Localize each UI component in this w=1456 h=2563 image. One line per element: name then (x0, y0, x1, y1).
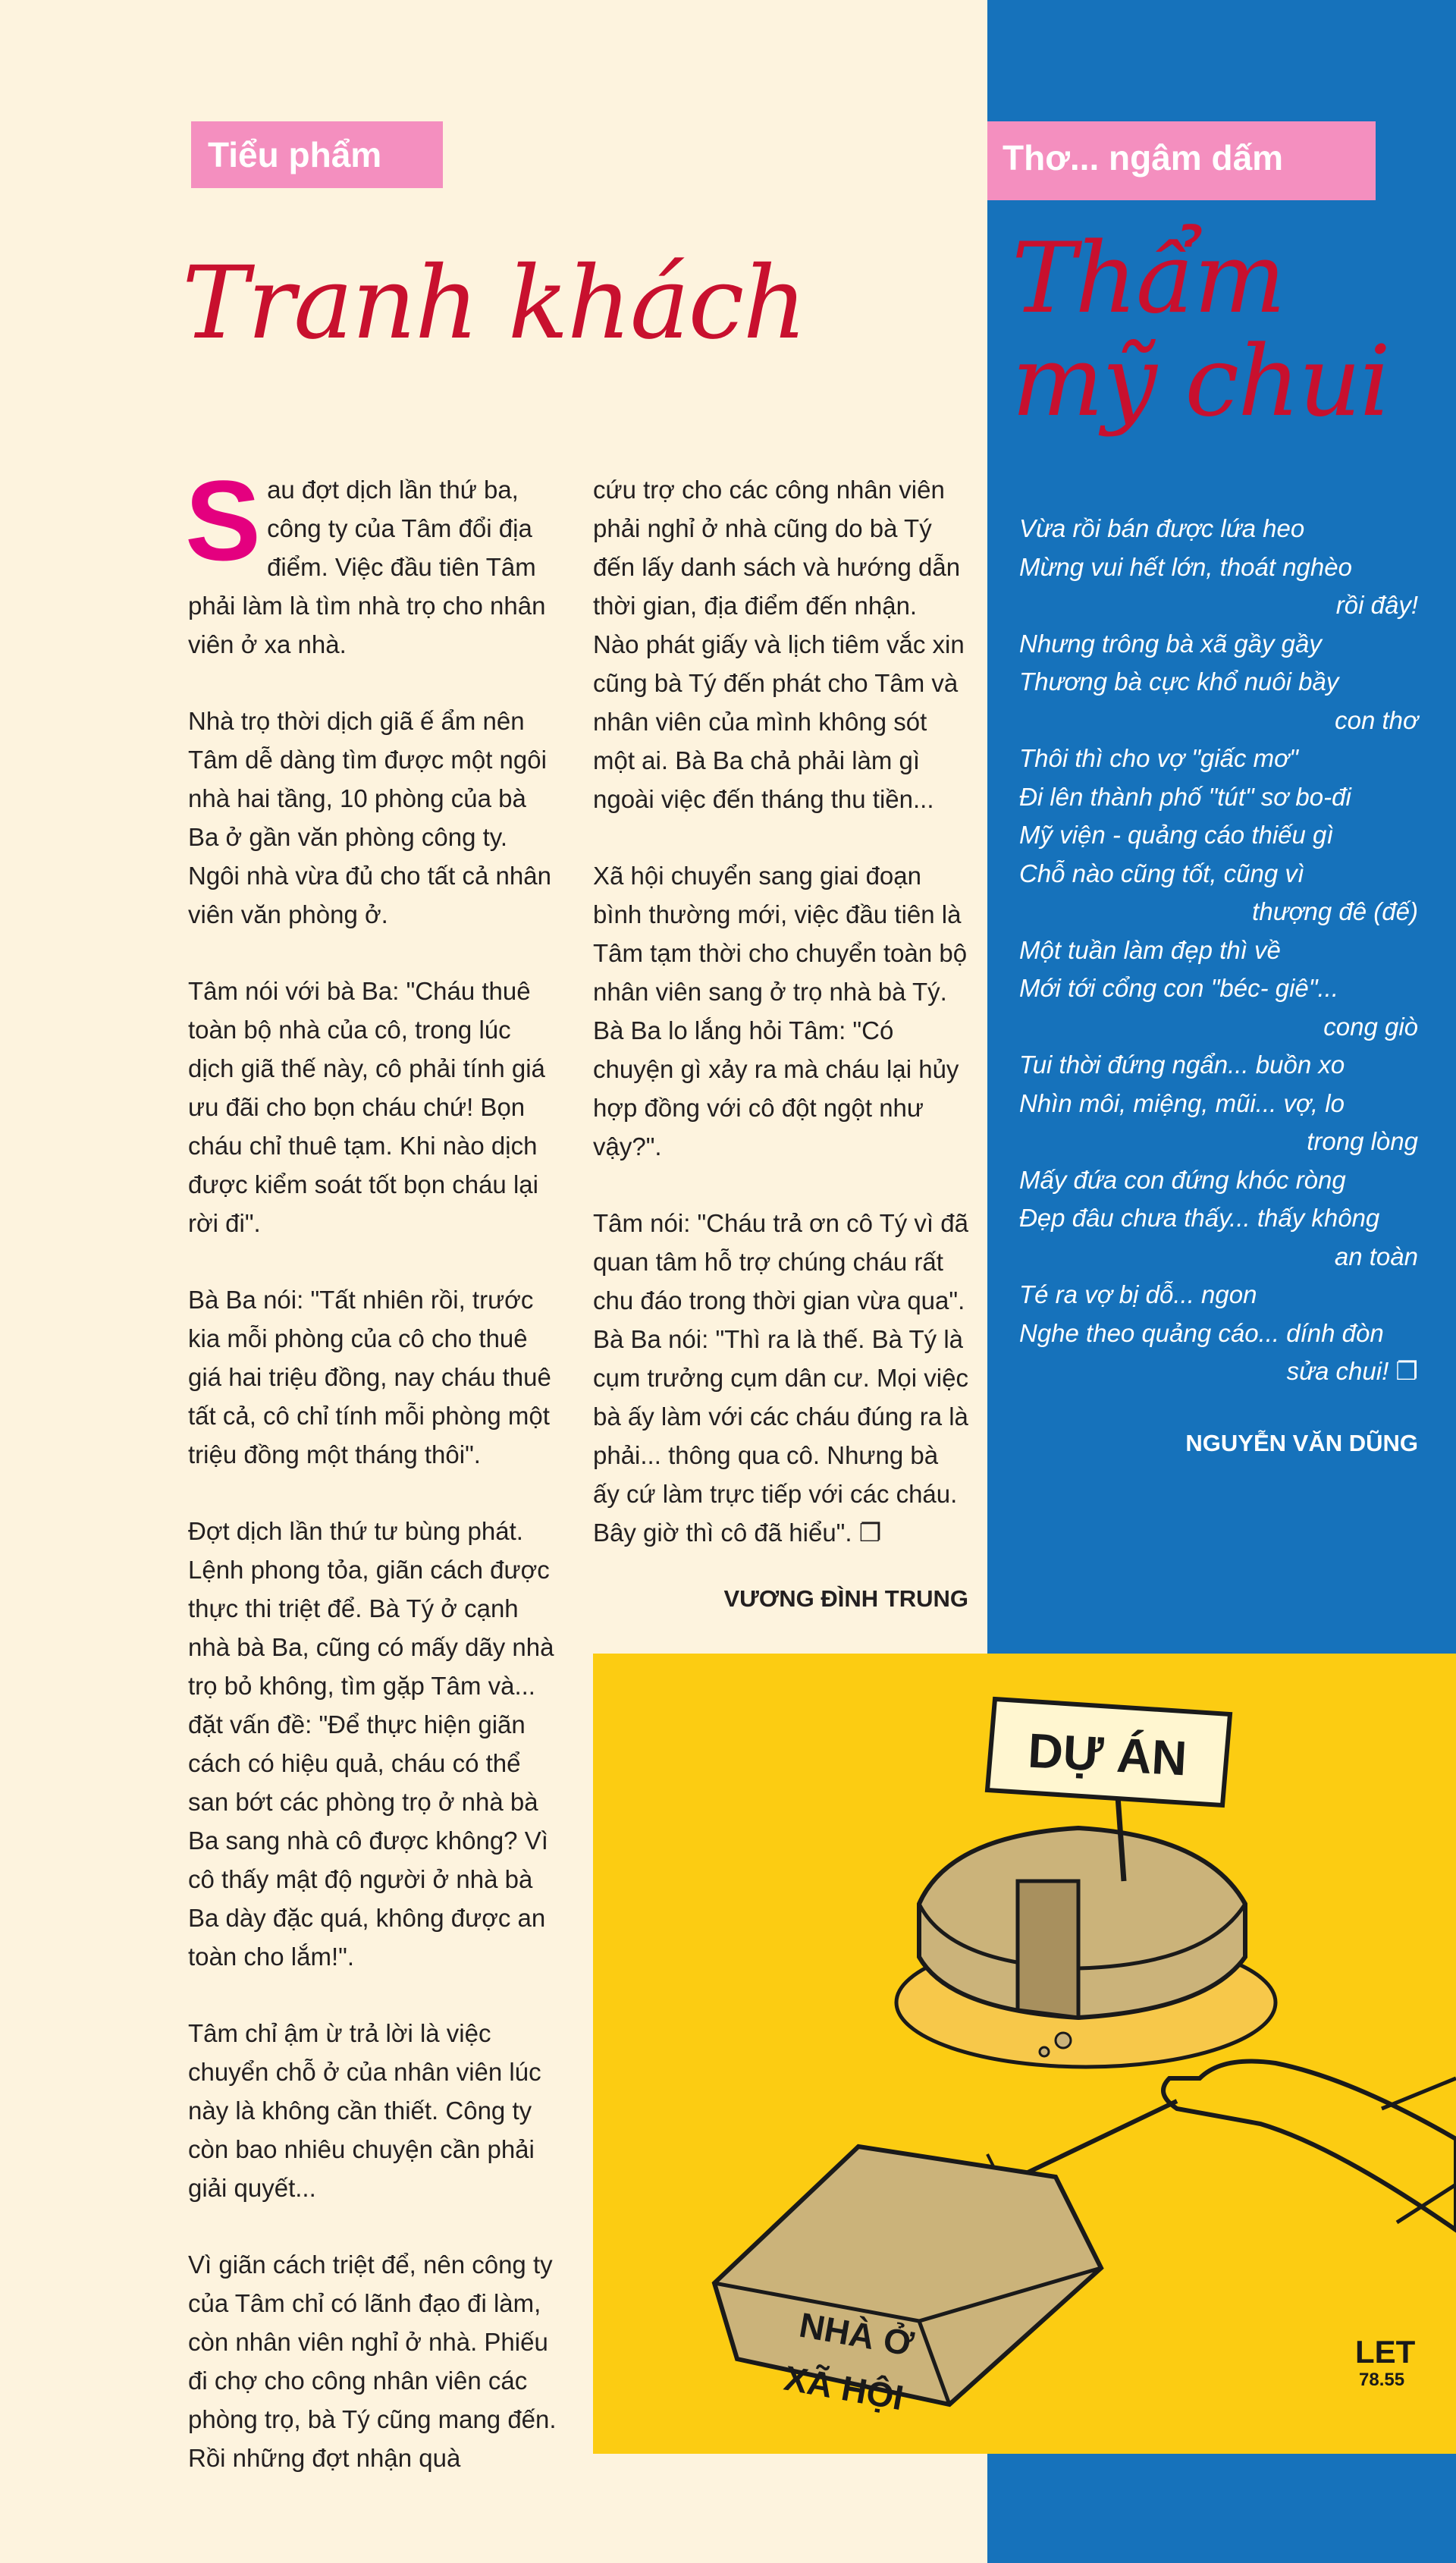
cake-body (919, 1828, 1245, 2018)
poem-line: thượng đê (đế) (1252, 897, 1418, 925)
cake-cut (1018, 1881, 1078, 2018)
poem-line: Đẹp đâu chưa thấy... thấy không (1019, 1204, 1380, 1232)
poem-line: cong giò (1323, 1012, 1418, 1041)
poem-stanza (1019, 625, 1418, 740)
artist-signature: LET (1355, 2334, 1416, 2370)
slice-text-line2: XÃ HỘI (781, 2357, 907, 2418)
poem-line: rồi đây! (1335, 591, 1418, 619)
poem-title-tham-my-chui: Thẩm mỹ chui (1012, 222, 1389, 438)
poem-line: Thôi thì cho vợ "giấc mơ" (1019, 744, 1298, 772)
slice-text-line1: NHÀ Ở (796, 2304, 917, 2364)
poem-stanza (1019, 1046, 1418, 1161)
poem-line: Mỹ viện - quảng cáo thiếu gì (1019, 821, 1334, 849)
poem-line: trong lòng (1307, 1127, 1418, 1155)
poem-stanza (1019, 931, 1418, 1047)
hand-arm (1163, 2062, 1456, 2231)
poem-stanza (1019, 740, 1418, 931)
article-column-1 (185, 457, 560, 2515)
paragraph: Bà Ba nói: "Tất nhiên rồi, trước kia mỗi phòng của cô cho thuê giá hai triệu đồng, nay cháu thuê tất cả, cô chỉ tính mỗi phòng một triệu đồng một tháng thôi". (188, 1286, 551, 1468)
poem-line: Thương bà cực khổ nuôi bầy (1019, 667, 1339, 696)
poem-author: NGUYỄN VĂN DŨNG (1185, 1430, 1418, 1456)
poem-line: Nhưng trông bà xã gầy gầy (1019, 629, 1322, 658)
poem-line: Tui thời đứng ngẩn... buồn xo (1019, 1051, 1345, 1079)
first-paragraph (185, 457, 560, 664)
poem-line: Vừa rồi bán được lứa heo (1019, 514, 1305, 542)
paragraph: cứu trợ cho các công nhân viên phải nghỉ ở nhà cũng do bà Tý đến lấy danh sách và hướng dẫn thời gian, địa điểm đến nhận. Nào phát giấy và lịch tiêm vắc xin cũng bà Tý đến phát cho Tâm và nhân viên của mình không sót một ai. Bà Ba chả phải làm gì ngoài việc đến tháng thu tiền... (593, 476, 965, 813)
poem-line: Mới tới cổng con "béc- giê"... (1019, 974, 1338, 1002)
drop-cap: S (185, 457, 262, 584)
poem-line: Té ra vợ bị dỗ... ngon (1019, 1280, 1257, 1308)
cake-slice (714, 2147, 1101, 2404)
poem-line: Nghe theo quảng cáo... dính đòn (1019, 1318, 1384, 1347)
article-column-2 (593, 470, 968, 1590)
poem-line: sửa chui! ❐ (1286, 1357, 1418, 1385)
paragraph: Nhà trọ thời dịch giã ế ẩm nên Tâm dễ dàng tìm được một ngôi nhà hai tầng, 10 phòng của bà Ba ở gần văn phòng công ty. Ngôi nhà vừa đủ cho tất cả nhân viên văn phòng ở. (188, 707, 551, 928)
paragraph: Tâm nói với bà Ba: "Cháu thuê toàn bộ nhà của cô, trong lúc dịch giã thế này, cô phải tính giá ưu đãi cho bọn cháu chứ! Bọn cháu chỉ thuê tạm. Khi nào dịch được kiểm soát tốt bọn cháu lại rời đi". (188, 977, 545, 1237)
article-title-tranh-khach: Tranh khách (182, 245, 806, 362)
poem-line: con thơ (1335, 705, 1418, 734)
poem-line: an toàn (1334, 1242, 1418, 1271)
poem-line: Mừng vui hết lớn, thoát nghèo (1019, 552, 1352, 581)
poem-line: Nhìn môi, miệng, mũi... vợ, lo (1019, 1088, 1345, 1117)
poem-line: Một tuần làm đẹp thì về (1019, 935, 1281, 964)
poem-line: Chỗ nào cũng tốt, cũng vì (1019, 859, 1305, 887)
poem-line: Mấy đứa con đứng khóc ròng (1019, 1165, 1346, 1194)
poem-body (1019, 510, 1418, 1391)
poem-stanza (1019, 1161, 1418, 1277)
cartoon-illustration (593, 1654, 1456, 2454)
first-paragraph-text: au đợt dịch lần thứ ba, công ty của Tâm đổi địa điểm. Việc đầu tiên Tâm phải làm là tìm nhà trọ cho nhân viên ở xa nhà. (188, 476, 546, 658)
paragraph: Tâm nói: "Cháu trả ơn cô Tý vì đã quan tâm hỗ trợ chúng cháu rất chu đáo trong thời gian vừa qua". Bà Ba nói: "Thì ra là thế. Bà Tý là cụm trưởng cụm dân cư. Mọi việc bà ấy làm với các cháu đúng ra là phải... thông qua cô. Nhưng bà ấy cứ làm trực tiếp với các cháu. Bây giờ thì cô đã hiểu". ❐ (593, 1209, 968, 1547)
paragraph: Vì giãn cách triệt để, nên công ty của Tâm chỉ có lãnh đạo đi làm, còn nhân viên nghỉ ở nhà. Phiếu đi chợ cho công nhân viên các phòng trọ, bà Tý cũng mang đến. Rồi những đợt nhận quà (188, 2250, 557, 2472)
section-tag-tho-ngam-dam: Thơ... ngâm dấm (987, 121, 1376, 200)
article-author: VƯƠNG ĐÌNH TRUNG (723, 1585, 968, 1612)
poem-stanza (1019, 510, 1418, 625)
sign-text: DỰ ÁN (1026, 1723, 1188, 1786)
section-tag-tieu-pham: Tiểu phẩm (191, 121, 443, 188)
poem-stanza (1019, 1276, 1418, 1391)
artist-code: 78.55 (1359, 2370, 1405, 2390)
paragraph: Đợt dịch lần thứ tư bùng phát. Lệnh phong tỏa, giãn cách được thực thi triệt để. Bà Tý ở cạnh nhà bà Ba, cũng có mấy dãy nhà trọ bỏ không, tìm gặp Tâm và... đặt vấn đề: "Để thực hiện giãn cách có hiệu quả, cháu có thể san bớt các phòng trọ ở nhà bà Ba sang nhà cô được không? Vì cô thấy mật độ người ở nhà bà Ba dày đặc quá, không được an toàn cho lắm!". (188, 1517, 554, 1971)
paragraph: Xã hội chuyển sang giai đoạn bình thường mới, việc đầu tiên là Tâm tạm thời cho chuyển toàn bộ nhân viên sang ở trọ nhà bà Tý. Bà Ba lo lắng hỏi Tâm: "Có chuyện gì xảy ra mà cháu lại hủy hợp đồng với cô đột ngột như vậy?". (593, 862, 968, 1161)
poem-line: Đi lên thành phố "tút" sơ bo-đi (1019, 782, 1351, 811)
paragraph: Tâm chỉ ậm ừ trả lời là việc chuyển chỗ ở của nhân viên lúc này là không cần thiết. Công ty còn bao nhiêu chuyện cần phải giải quyết... (188, 2019, 541, 2202)
cartoon-drawing (593, 1654, 1456, 2454)
